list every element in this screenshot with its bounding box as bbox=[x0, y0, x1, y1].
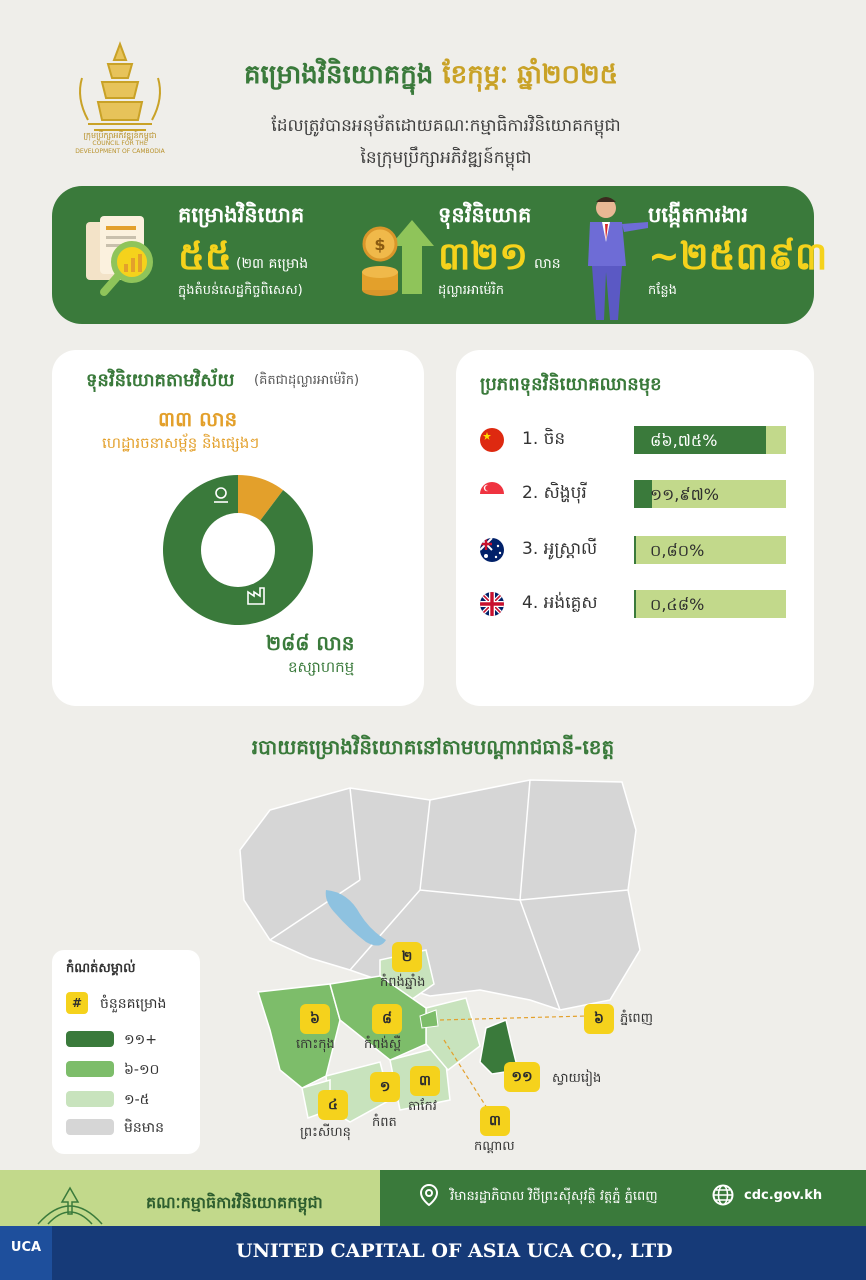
projects-sez-count: (២៣ គម្រោង bbox=[236, 256, 309, 272]
phnom-penh-label: ភ្នំពេញ bbox=[620, 1011, 654, 1026]
investor-percent: ១១,៩៧% bbox=[650, 485, 719, 504]
legend-title: កំណត់សម្គាល់ bbox=[66, 961, 136, 976]
kampot-label: កំពត bbox=[372, 1115, 397, 1130]
businessman-icon bbox=[572, 192, 652, 324]
investor-name: 1. ចិន bbox=[522, 429, 566, 449]
footer-address: វិមានរដ្ឋាភិបាល វិថីព្រះស៊ីសុវត្ថិ វត្តភ្នំ ភ្នំពេញ bbox=[450, 1189, 658, 1204]
legend-row-1-5 bbox=[66, 1088, 196, 1110]
sector-other-value: ៣៣ លាន bbox=[158, 407, 238, 431]
investor-name: 2. សិង្ហបុរី bbox=[522, 483, 587, 503]
sector-other-label: ហេដ្ឋារចនាសម្ព័ន្ធ និងផ្សេងៗ bbox=[102, 434, 260, 452]
map-title: របាយគម្រោងវិនិយោគនៅតាមបណ្តារាជធានី-ខេត្ត bbox=[251, 735, 615, 759]
kampong-chhnang-count-badge: ២ bbox=[392, 942, 422, 972]
legend-row-6-10 bbox=[66, 1058, 196, 1080]
investor-name: 4. អង់គ្លេស bbox=[522, 593, 598, 613]
legend-row-none bbox=[66, 1116, 196, 1138]
svg-text:$: $ bbox=[374, 235, 386, 254]
investor-name: 3. អូស្ត្រាលី bbox=[522, 539, 598, 559]
logo-caption-en: COUNCIL FOR THE DEVELOPMENT OF CAMBODIA bbox=[75, 140, 165, 155]
australia-flag-icon bbox=[480, 538, 504, 562]
logo-caption-km: ក្រុមប្រឹក្សាអភិវឌ្ឍន៍កម្ពុជា bbox=[83, 131, 157, 140]
sector-industry-value: ២៨៨ លាន bbox=[266, 631, 355, 655]
kampot-count-badge: ១ bbox=[370, 1072, 400, 1102]
investor-percent: ០,៨០% bbox=[650, 541, 705, 560]
kampong-chhnang-label: កំពង់ឆ្នាំង bbox=[380, 975, 426, 990]
investor-bar-fill bbox=[634, 536, 636, 564]
koh-kong-label: កោះកុង bbox=[296, 1037, 335, 1052]
capital-currency-note: ដុល្លារអាម៉េរិក bbox=[438, 283, 505, 298]
legend-row-project-count bbox=[66, 992, 196, 1014]
koh-kong-count-badge: ៦ bbox=[300, 1004, 330, 1034]
china-flag-icon bbox=[480, 428, 504, 452]
investor-bar-track bbox=[634, 590, 786, 618]
investor-row-singapore bbox=[480, 478, 790, 508]
capital-unit: លាន bbox=[534, 256, 561, 272]
footer-org-name: គណៈកម្មាធិការវិនិយោគកម្ពុជា bbox=[146, 1193, 323, 1212]
investor-bar-track bbox=[634, 426, 786, 454]
page-subtitle bbox=[236, 110, 656, 174]
capital-title: ទុនវិនិយោគ bbox=[438, 203, 532, 227]
investor-bar-track bbox=[634, 536, 786, 564]
uca-logo: UCA bbox=[0, 1226, 52, 1280]
title-main: គម្រោងវិនិយោគក្នុង bbox=[244, 60, 434, 90]
preah-sihanouk-label: ព្រះសីហនុ bbox=[300, 1125, 351, 1140]
subtitle-line-1: ដែលត្រូវបានអនុម័តដោយគណៈកម្មាធិការវិនិយោគកម្ពុជា bbox=[271, 116, 621, 136]
title-month: ខែកុម្ភៈ ឆ្នាំ២០២៥ bbox=[442, 60, 619, 90]
projects-value: ៥៥ bbox=[178, 234, 232, 278]
legend-label: ៦-១០ bbox=[124, 1062, 160, 1078]
investor-row-uk bbox=[480, 588, 790, 618]
legend-badge-symbol: # bbox=[66, 992, 88, 1014]
donut-hole bbox=[201, 513, 275, 587]
legend-swatch bbox=[66, 1119, 114, 1135]
projects-title: គម្រោងវិនិយោគ bbox=[178, 203, 305, 227]
investors-card-title: ប្រភពទុនវិនិយោគឈានមុខ bbox=[480, 374, 662, 395]
capital-value: ៣២១ bbox=[438, 234, 528, 278]
map-legend bbox=[52, 950, 200, 1154]
legend-row-11-plus bbox=[66, 1028, 196, 1050]
preah-sihanouk-count-badge: ៤ bbox=[318, 1090, 348, 1120]
location-pin-icon bbox=[420, 1184, 438, 1206]
projects-sez-note: ក្នុងតំបន់សេដ្ឋកិច្ចពិសេស) bbox=[178, 283, 303, 298]
legend-label: ១១+ bbox=[124, 1032, 157, 1048]
investor-bar-track bbox=[634, 480, 786, 508]
investor-percent: ៨៦,៧៥% bbox=[650, 431, 718, 450]
singapore-flag-icon bbox=[480, 482, 504, 506]
angkor-ornament-icon bbox=[28, 1184, 112, 1226]
investor-row-china bbox=[480, 424, 790, 454]
sector-industry-label: ឧស្សាហកម្ម bbox=[288, 658, 355, 676]
kandal-count-badge: ៣ bbox=[480, 1106, 510, 1136]
legend-label: ១-៥ bbox=[124, 1092, 150, 1108]
subtitle-line-2: នៃក្រុមប្រឹក្សាអភិវឌ្ឍន៍កម្ពុជា bbox=[360, 148, 532, 168]
top-investors-card bbox=[456, 350, 814, 706]
jobs-title: បង្កើតការងារ bbox=[648, 203, 748, 227]
takeo-label: តាកែវ bbox=[408, 1099, 437, 1114]
svay-rieng-label: ស្វាយរៀង bbox=[552, 1071, 602, 1086]
cambodia-province-map bbox=[230, 770, 650, 1150]
takeo-count-badge: ៣ bbox=[410, 1066, 440, 1096]
document-magnifier-icon bbox=[80, 214, 168, 298]
sector-card-title: ទុនវិនិយោគតាមវិស័យ bbox=[86, 370, 235, 391]
legend-label: ចំនួនគម្រោង bbox=[100, 996, 167, 1012]
cdc-emblem-logo bbox=[68, 38, 172, 146]
legend-swatch bbox=[66, 1031, 114, 1047]
sector-donut-chart bbox=[162, 474, 314, 626]
coins-arrow-up-icon bbox=[358, 216, 438, 298]
investor-bar-fill bbox=[634, 590, 636, 618]
logo-caption bbox=[70, 132, 170, 156]
kampong-speu-label: កំពង់ស្ពឺ bbox=[364, 1037, 402, 1052]
legend-label: មិនមាន bbox=[124, 1120, 164, 1136]
sector-card bbox=[52, 350, 424, 706]
website-link[interactable]: cdc.gov.kh bbox=[744, 1188, 823, 1203]
stats-banner bbox=[52, 186, 828, 324]
legend-swatch bbox=[66, 1061, 114, 1077]
kampong-speu-count-badge: ៨ bbox=[372, 1004, 402, 1034]
company-name: UNITED CAPITAL OF ASIA UCA CO., LTD bbox=[236, 1240, 673, 1262]
svay-rieng-count-badge: ១១ bbox=[504, 1062, 540, 1092]
legend-swatch bbox=[66, 1091, 114, 1107]
page-title bbox=[244, 58, 618, 96]
globe-icon bbox=[712, 1184, 734, 1206]
uk-flag-icon bbox=[480, 592, 504, 616]
jobs-value: ~២៥៣៩៣ bbox=[648, 234, 828, 278]
jobs-unit: កន្លែង bbox=[648, 283, 677, 298]
sector-card-unit-note: (គិតជាដុល្លារអាម៉េរិក) bbox=[254, 373, 360, 388]
phnom-penh-count-badge: ៦ bbox=[584, 1004, 614, 1034]
investor-percent: ០,៤៨% bbox=[650, 595, 705, 614]
investor-row-australia bbox=[480, 534, 790, 564]
kandal-label: កណ្តាល bbox=[474, 1139, 515, 1154]
